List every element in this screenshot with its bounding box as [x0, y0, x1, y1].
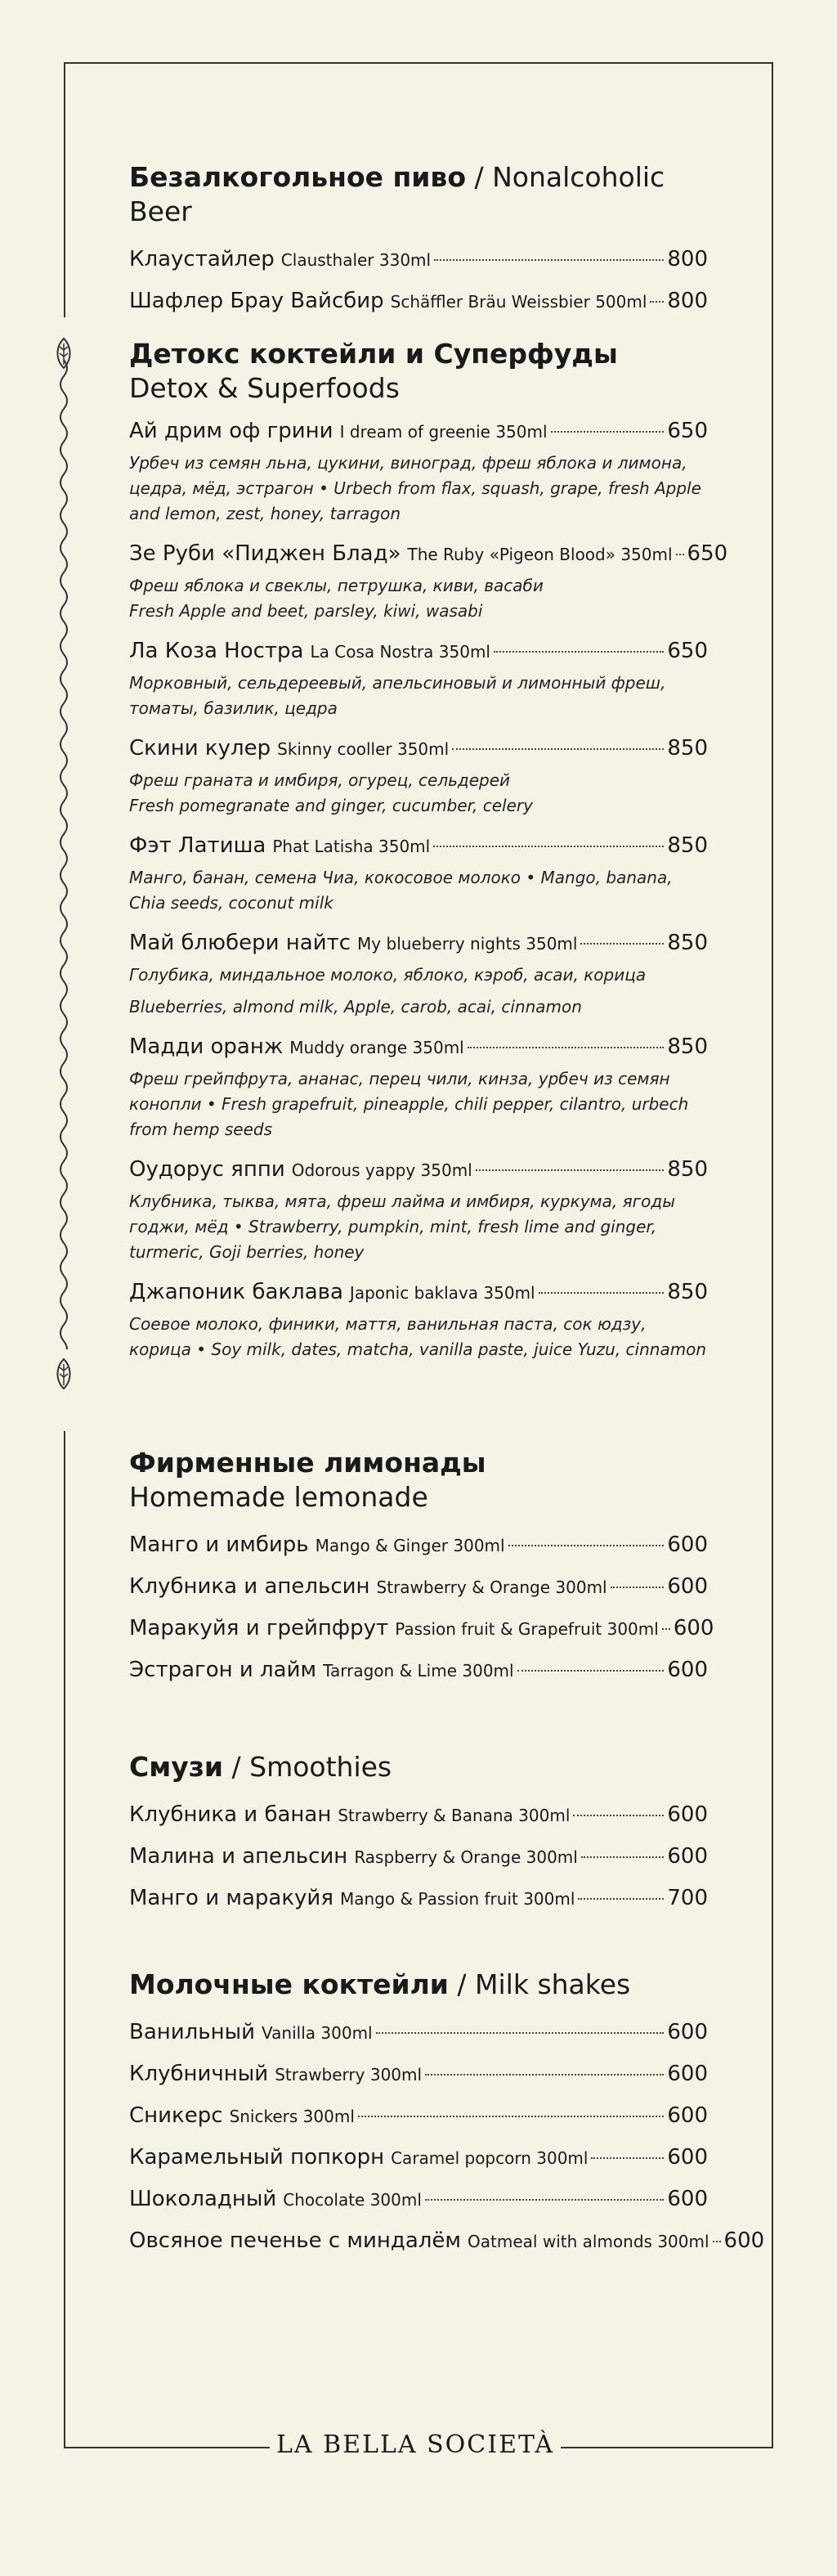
item-description-en: Blueberries, almond milk, Apple, carob, acai, cinnamon — [129, 997, 582, 1016]
menu-item: Мадди оранж Muddy orange 350ml 850 — [129, 1034, 708, 1059]
section-detox-superfoods — [129, 337, 728, 1362]
menu-item: Ванильный Vanilla 300ml 600 — [129, 2020, 708, 2044]
menu-item: Ай дрим оф грини I dream of greenie 350ml 650 — [129, 419, 708, 443]
menu-item: Карамельный попкорн Caramel popcorn 300ml 600 — [129, 2145, 708, 2170]
item-description-en: Fresh pomegranate and ginger, cucumber, celery — [129, 796, 533, 815]
item-description: Соевое молоко, финики, маття, ванильная паста, сок юдзу, корица • Soy milk, dates, matcha, vanilla paste, juice Yuzu, cinnamon — [129, 1314, 707, 1359]
section-subtitle: Homemade lemonade — [129, 1481, 428, 1513]
menu-item: Овсяное печенье с миндалём Oatmeal with almonds 300ml 600 — [129, 2228, 765, 2253]
item-description: Фреш грейпфрута, ананас, перец чили, кинза, урбеч из семян конопли • Fresh grapefruit, pineapple, chili pepper, cilantro, urbech from hemp seeds — [129, 1069, 689, 1139]
menu-item: Манго и маракуйя Mango & Passion fruit 300ml 700 — [129, 1886, 708, 1910]
item-description: Голубика, миндальное молоко, яблоко, кэроб, асаи, корица — [129, 965, 647, 985]
menu-item: Клубника и апельсин Strawberry & Orange 300ml 600 — [129, 1574, 708, 1599]
section-title: Безалкогольное пиво / Nonalcoholic Beer — [129, 161, 665, 227]
item-description: Урбеч из семян льна, цукини, виноград, фреш яблока и лимона, цедра, мёд, эстрагон • Urbech from flax, squash, grape, fresh Apple and lemon, zest, honey, tarragon — [129, 453, 701, 523]
section-milk-shakes — [129, 1968, 765, 2255]
leaf-ornament-icon — [54, 1358, 74, 1390]
frame-top-line — [64, 62, 773, 64]
menu-item: Май блюбери найтс My blueberry nights 350ml 850 — [129, 931, 708, 955]
section-subtitle: Detox & Superfoods — [129, 372, 400, 404]
frame-bottom-line-left — [64, 2447, 270, 2448]
frame-right-line — [772, 62, 773, 2448]
menu-item: Скини кулер Skinny cooller 350ml 850 — [129, 736, 708, 761]
frame-left-line-bottom — [64, 1431, 65, 2448]
section-title: Фирменные лимонады — [129, 1447, 486, 1479]
item-description: Фреш яблока и свеклы, петрушка, киви, васаби — [129, 576, 544, 595]
menu-item: Манго и имбирь Mango & Ginger 300ml 600 — [129, 1533, 708, 1557]
section-smoothies — [129, 1750, 708, 1913]
item-description: Клубника, тыква, мята, фреш лайма и имбиря, куркума, ягоды годжи, мёд • Strawberry, pumpkin, mint, fresh lime and ginger, turmeric, Goji berries, honey — [129, 1192, 675, 1262]
frame-left-line-top — [64, 62, 65, 317]
menu-item: Малина и апельсин Raspberry & Orange 300ml 600 — [129, 1844, 708, 1869]
wavy-vine-ornament — [54, 360, 74, 1349]
item-description: Морковный, сельдереевый, апельсиновый и лимонный фреш, томаты, базилик, цедра — [129, 673, 666, 718]
menu-item: Клаустайлер Clausthaler 330ml 800 — [129, 247, 708, 272]
menu-item: Зе Руби «Пиджен Блад» The Ruby «Pigeon Blood» 350ml 650 — [129, 541, 728, 566]
section-title: Детокс коктейли и Суперфуды — [129, 338, 618, 370]
item-description-en: Fresh Apple and beet, parsley, kiwi, wasabi — [129, 601, 483, 621]
item-description: Манго, банан, семена Чиа, кокосовое молоко • Mango, banana, Chia seeds, coconut milk — [129, 868, 673, 913]
menu-item: Шоколадный Chocolate 300ml 600 — [129, 2187, 708, 2211]
menu-item: Клубничный Strawberry 300ml 600 — [129, 2062, 708, 2086]
menu-item: Шафлер Брау Вайсбир Schäffler Bräu Weissbier 500ml 800 — [129, 289, 708, 313]
menu-item: Маракуйя и грейпфрут Passion fruit & Grapefruit 300ml 600 — [129, 1616, 714, 1640]
section-title: Смузи / Smoothies — [129, 1751, 392, 1783]
section-nonalcoholic-beer — [129, 160, 708, 316]
frame-bottom-line-right — [561, 2447, 773, 2448]
menu-item: Сникерс Snickers 300ml 600 — [129, 2103, 708, 2128]
item-description: Фреш граната и имбиря, огурец, сельдерей — [129, 770, 511, 790]
section-homemade-lemonade — [129, 1446, 714, 1685]
section-title: Молочные коктейли / Milk shakes — [129, 1968, 631, 2000]
menu-item: Джапоник баклава Japonic baklava 350ml 850 — [129, 1280, 708, 1304]
menu-item: Клубника и банан Strawberry & Banana 300ml 600 — [129, 1802, 708, 1827]
menu-item: Ла Коза Ностра La Cosa Nostra 350ml 650 — [129, 639, 708, 663]
menu-item: Эстрагон и лайм Tarragon & Lime 300ml 600 — [129, 1658, 708, 1682]
menu-item: Фэт Латиша Phat Latisha 350ml 850 — [129, 833, 708, 858]
menu-item: Оудорус яппи Odorous yappy 350ml 850 — [129, 1157, 708, 1182]
brand-logo-text: LA BELLA SOCIETÀ — [276, 2430, 554, 2459]
